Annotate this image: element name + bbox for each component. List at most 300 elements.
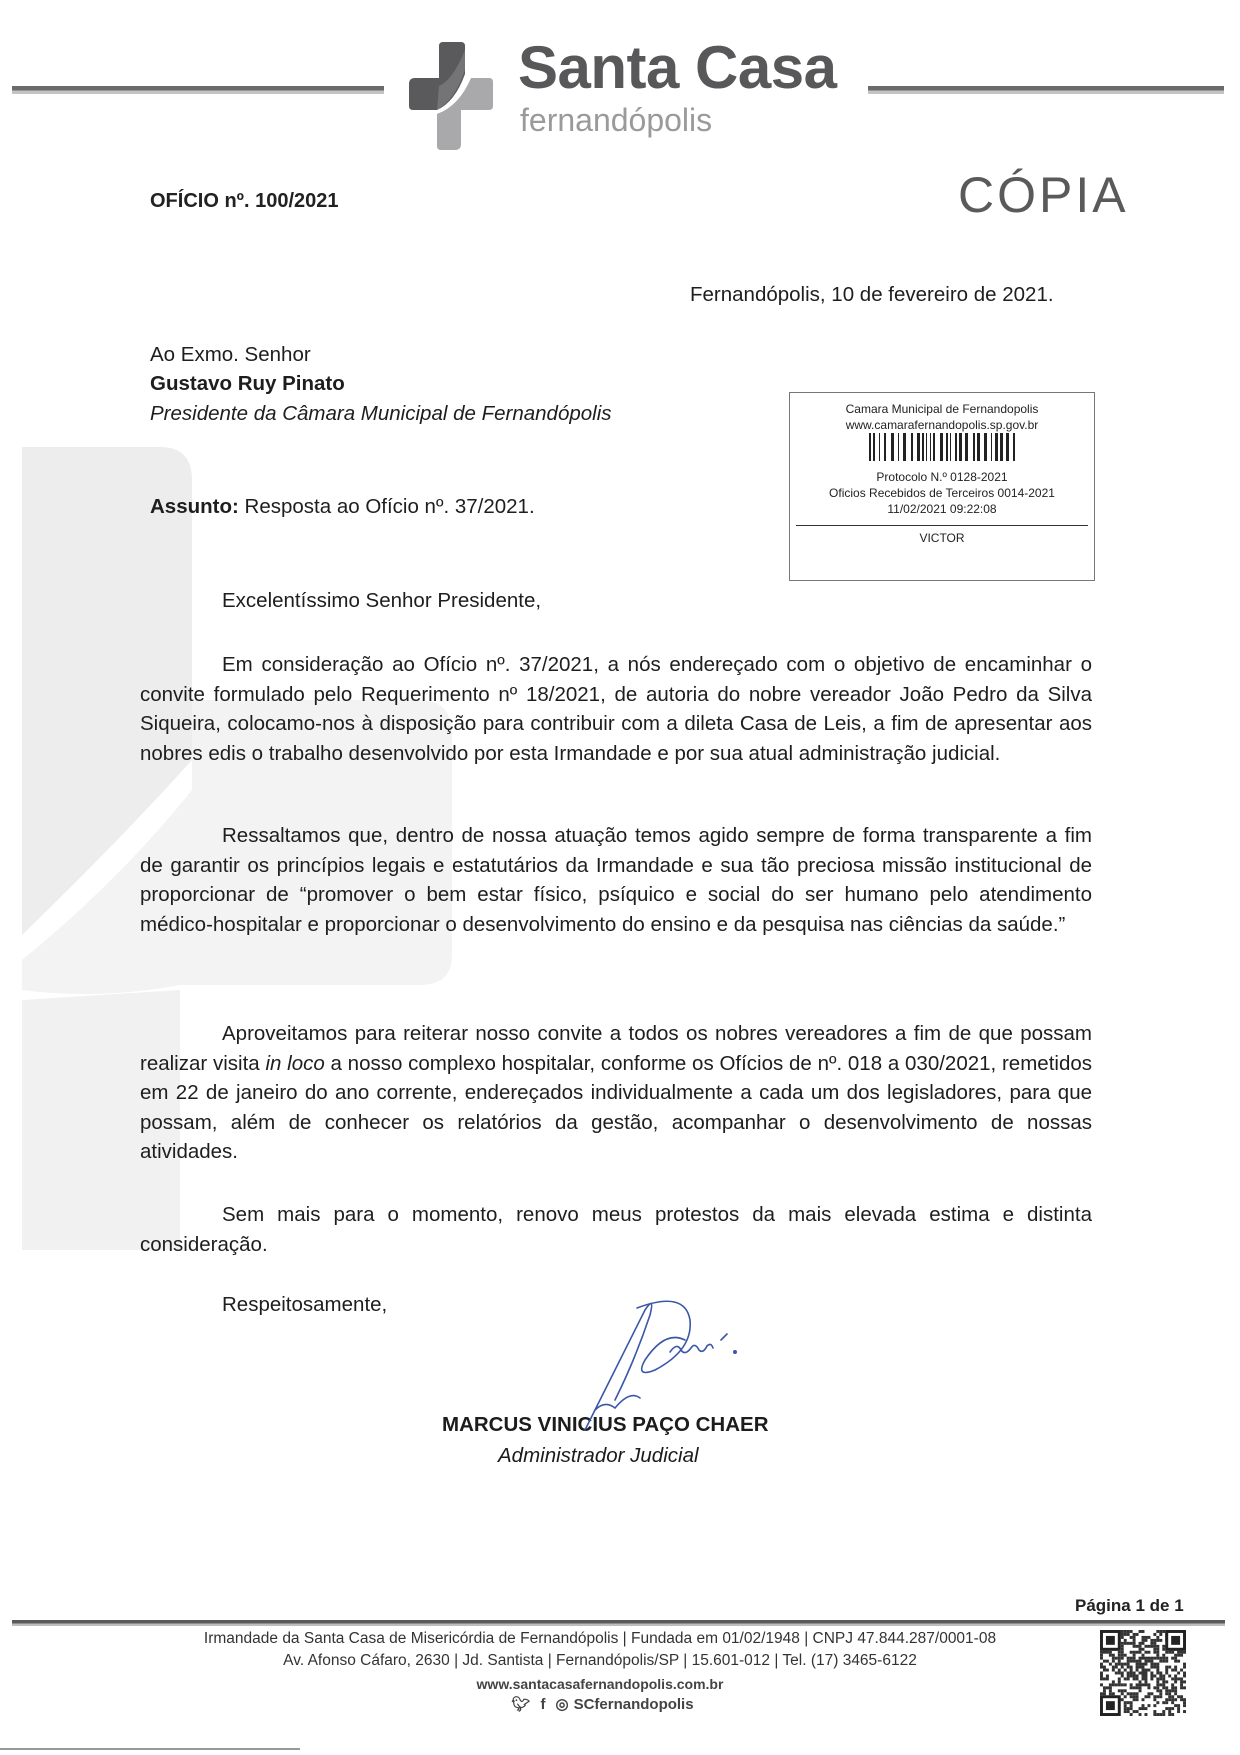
barcode-bar (879, 433, 880, 461)
qr-module (1144, 1669, 1147, 1672)
qr-module (1147, 1695, 1150, 1698)
qr-module (1130, 1636, 1133, 1639)
qr-module (1136, 1695, 1139, 1698)
qr-module (1153, 1674, 1156, 1677)
qr-module (1162, 1660, 1165, 1663)
stamp-received-by: VICTOR (919, 531, 965, 545)
qr-module (1106, 1660, 1109, 1663)
qr-module (1115, 1683, 1118, 1686)
qr-module (1147, 1636, 1150, 1639)
qr-module (1115, 1663, 1118, 1666)
qr-module (1147, 1657, 1150, 1660)
qr-module (1156, 1651, 1159, 1654)
qr-module (1136, 1633, 1139, 1636)
qr-module (1139, 1680, 1142, 1683)
qr-module (1103, 1651, 1106, 1654)
qr-module (1130, 1630, 1133, 1633)
footer-rule (12, 1620, 1225, 1626)
qr-module (1103, 1692, 1106, 1695)
qr-module (1133, 1645, 1136, 1648)
qr-module (1174, 1657, 1177, 1660)
qr-module (1130, 1651, 1133, 1654)
footer-website: www.santacasafernandopolis.com.br (476, 1676, 724, 1692)
qr-module (1142, 1669, 1145, 1672)
qr-module (1109, 1692, 1112, 1695)
body-paragraph (140, 1200, 1092, 1259)
qr-module (1144, 1645, 1147, 1648)
qr-module (1124, 1689, 1127, 1692)
qr-module (1142, 1707, 1145, 1710)
qr-module (1112, 1657, 1115, 1660)
qr-module (1156, 1669, 1159, 1672)
qr-module (1171, 1707, 1174, 1710)
qr-module (1130, 1657, 1133, 1660)
qr-module (1156, 1701, 1159, 1704)
qr-module (1156, 1680, 1159, 1683)
qr-module (1133, 1695, 1136, 1698)
qr-module (1100, 1677, 1103, 1680)
qr-module (1124, 1677, 1127, 1680)
subject-line (150, 492, 535, 522)
qr-module (1118, 1657, 1121, 1660)
qr-module (1162, 1654, 1165, 1657)
qr-module (1142, 1663, 1145, 1666)
qr-module (1153, 1695, 1156, 1698)
qr-code-icon (1100, 1630, 1186, 1716)
qr-module (1174, 1686, 1177, 1689)
qr-module (1177, 1651, 1180, 1654)
qr-module (1156, 1689, 1159, 1692)
qr-module (1153, 1666, 1156, 1669)
qr-module (1183, 1701, 1186, 1704)
qr-module (1168, 1710, 1171, 1713)
qr-module (1139, 1686, 1142, 1689)
facebook-icon: f (540, 1696, 546, 1713)
qr-module (1124, 1710, 1127, 1713)
qr-module (1118, 1651, 1121, 1654)
qr-module (1100, 1672, 1103, 1675)
qr-module (1183, 1698, 1186, 1701)
subject-text: Resposta ao Ofício nº. 37/2021. (238, 495, 535, 518)
qr-module (1118, 1672, 1121, 1675)
qr-module (1130, 1692, 1133, 1695)
qr-module (1106, 1677, 1109, 1680)
paragraph-text: Ressaltamos que, dentro de nossa atuação temos agido sempre de forma transparente a fim de garantir os princípios legais e estatutários da Irmandade e sua tão preciosa missão institucional de proporcionar de “promover o bem estar físico, psíquico e social do ser humano pelo atendimento médico-hospitalar e proporcionar o desenvolvimento do ensino e da pesquisa nas ciências da saúde.” (140, 824, 1092, 936)
qr-module (1171, 1636, 1180, 1645)
qr-module (1127, 1633, 1130, 1636)
qr-module (1147, 1669, 1150, 1672)
qr-module (1130, 1704, 1133, 1707)
qr-module (1150, 1666, 1153, 1669)
qr-module (1159, 1689, 1162, 1692)
qr-module (1133, 1674, 1136, 1677)
barcode-bar (959, 433, 962, 461)
qr-module (1112, 1654, 1115, 1657)
qr-module (1118, 1654, 1121, 1657)
qr-module (1133, 1698, 1136, 1701)
qr-module (1139, 1648, 1142, 1651)
qr-module (1100, 1663, 1103, 1666)
qr-module (1142, 1698, 1145, 1701)
qr-module (1139, 1683, 1142, 1686)
barcode-bar (1000, 433, 1003, 461)
qr-module (1180, 1669, 1183, 1672)
qr-module (1174, 1666, 1177, 1669)
qr-module (1127, 1642, 1130, 1645)
qr-module (1165, 1689, 1168, 1692)
qr-module (1162, 1645, 1165, 1648)
qr-module (1180, 1686, 1183, 1689)
twitter-icon: 🐦︎ (511, 1696, 531, 1713)
qr-module (1183, 1666, 1186, 1669)
qr-module (1165, 1651, 1168, 1654)
qr-module (1177, 1660, 1180, 1663)
qr-module (1165, 1707, 1168, 1710)
qr-module (1139, 1689, 1142, 1692)
qr-module (1165, 1669, 1168, 1672)
social-handle: SCfernandopolis (573, 1696, 694, 1713)
barcode-bar (977, 433, 980, 461)
qr-module (1162, 1680, 1165, 1683)
paragraph-text: Sem mais para o momento, renovo meus protestos da mais elevada estima e distinta consideração. (140, 1203, 1092, 1256)
protocol-stamp (789, 392, 1095, 581)
qr-module (1165, 1666, 1168, 1669)
qr-module (1121, 1666, 1124, 1669)
qr-module (1127, 1710, 1130, 1713)
qr-module (1115, 1672, 1118, 1675)
qr-module (1106, 1701, 1115, 1710)
body-paragraph (140, 1019, 1092, 1167)
qr-module (1150, 1672, 1153, 1675)
paragraph-text: a nosso complexo hospitalar, conforme os Ofícios de nº. 018 a 030/2021, remetidos em 22 de janeiro do ano corrente, endereçados individualmente a cada um dos legisladores, para que possam, além de conhecer os relatórios da gestão, acompanhar o desenvolvimento de nossas atividades. (140, 1051, 1092, 1163)
qr-module (1156, 1648, 1159, 1651)
qr-module (1156, 1713, 1159, 1716)
qr-module (1147, 1651, 1150, 1654)
qr-module (1118, 1683, 1121, 1686)
qr-module (1106, 1686, 1109, 1689)
closing: Respeitosamente, (222, 1293, 388, 1316)
qr-module (1153, 1698, 1156, 1701)
footer-social (150, 1694, 1050, 1716)
qr-module (1171, 1677, 1174, 1680)
qr-module (1121, 1651, 1124, 1654)
qr-module (1136, 1677, 1139, 1680)
qr-module (1177, 1710, 1180, 1713)
qr-module (1180, 1654, 1183, 1657)
qr-module (1142, 1630, 1145, 1633)
qr-module (1139, 1660, 1142, 1663)
qr-module (1133, 1654, 1136, 1657)
qr-module (1147, 1692, 1150, 1695)
qr-module (1159, 1674, 1162, 1677)
qr-module (1139, 1651, 1142, 1654)
qr-module (1133, 1651, 1136, 1654)
qr-module (1139, 1657, 1142, 1660)
qr-module (1150, 1674, 1153, 1677)
qr-module (1162, 1674, 1165, 1677)
qr-module (1177, 1677, 1180, 1680)
qr-module (1174, 1674, 1177, 1677)
qr-module (1130, 1642, 1133, 1645)
qr-module (1159, 1630, 1162, 1633)
qr-module (1118, 1689, 1121, 1692)
qr-module (1147, 1645, 1150, 1648)
barcode-bar (1006, 433, 1009, 461)
barcode-bar (973, 433, 975, 461)
qr-module (1130, 1713, 1133, 1716)
qr-module (1150, 1663, 1153, 1666)
qr-module (1162, 1657, 1165, 1660)
qr-module (1165, 1660, 1168, 1663)
qr-module (1121, 1698, 1124, 1701)
qr-module (1133, 1710, 1136, 1713)
barcode-bar (933, 433, 935, 461)
qr-module (1127, 1707, 1130, 1710)
barcode-bar (991, 433, 992, 461)
qr-module (1183, 1680, 1186, 1683)
qr-module (1183, 1704, 1186, 1707)
qr-module (1144, 1677, 1147, 1680)
barcode-bar (946, 433, 948, 461)
qr-module (1139, 1630, 1142, 1633)
qr-module (1153, 1645, 1156, 1648)
stamp-website: www.camarafernandopolis.sp.gov.br (845, 418, 1039, 432)
qr-module (1103, 1686, 1106, 1689)
barcode-bar (984, 433, 987, 461)
qr-module (1171, 1651, 1174, 1654)
qr-module (1109, 1683, 1112, 1686)
addressee-salutation: Ao Exmo. Senhor (150, 343, 311, 366)
qr-module (1183, 1686, 1186, 1689)
qr-module (1130, 1683, 1133, 1686)
qr-module (1121, 1657, 1124, 1660)
qr-module (1168, 1692, 1171, 1695)
addressee-name: Gustavo Ruy Pinato (150, 372, 345, 395)
barcode-bar (873, 433, 875, 461)
qr-module (1159, 1683, 1162, 1686)
qr-module (1142, 1672, 1145, 1675)
qr-module (1124, 1695, 1127, 1698)
qr-module (1130, 1666, 1133, 1669)
qr-module (1153, 1642, 1156, 1645)
qr-module (1156, 1636, 1159, 1639)
stamp-timestamp: 11/02/2021 09:22:08 (887, 502, 997, 516)
qr-module (1159, 1660, 1162, 1663)
qr-module (1130, 1701, 1133, 1704)
qr-module (1144, 1663, 1147, 1666)
qr-module (1147, 1683, 1150, 1686)
qr-module (1142, 1704, 1145, 1707)
qr-module (1136, 1683, 1139, 1686)
header-rule-right (868, 86, 1224, 94)
qr-module (1180, 1651, 1183, 1654)
qr-module (1183, 1663, 1186, 1666)
qr-module (1133, 1633, 1136, 1636)
qr-module (1121, 1689, 1124, 1692)
qr-module (1133, 1692, 1136, 1695)
qr-module (1144, 1657, 1147, 1660)
qr-module (1124, 1663, 1127, 1666)
qr-module (1112, 1666, 1115, 1669)
qr-module (1127, 1660, 1130, 1663)
qr-module (1171, 1657, 1174, 1660)
qr-module (1136, 1692, 1139, 1695)
qr-module (1162, 1713, 1165, 1716)
logo-title: Santa Casa (518, 34, 837, 101)
qr-module (1142, 1636, 1145, 1639)
qr-module (1112, 1680, 1115, 1683)
body-paragraph (140, 821, 1092, 939)
qr-module (1168, 1713, 1171, 1716)
qr-module (1156, 1657, 1159, 1660)
barcode-bar (922, 433, 924, 461)
qr-module (1121, 1645, 1124, 1648)
qr-module (1112, 1669, 1115, 1672)
logo-subtitle: fernandópolis (520, 102, 713, 138)
qr-module (1136, 1666, 1139, 1669)
qr-module (1171, 1698, 1174, 1701)
qr-module (1156, 1672, 1159, 1675)
stamp-protocol-number: Protocolo N.º 0128-2021 (876, 470, 1008, 484)
qr-module (1139, 1642, 1142, 1645)
qr-module (1127, 1666, 1130, 1669)
qr-module (1121, 1636, 1124, 1639)
qr-module (1139, 1663, 1142, 1666)
qr-module (1171, 1689, 1174, 1692)
instagram-icon: ◎ (555, 1696, 569, 1713)
qr-module (1153, 1713, 1156, 1716)
paragraph-italic-text: in loco (265, 1051, 325, 1075)
qr-module (1174, 1692, 1177, 1695)
qr-module (1177, 1672, 1180, 1675)
qr-module (1159, 1672, 1162, 1675)
qr-module (1136, 1651, 1139, 1654)
qr-module (1133, 1677, 1136, 1680)
qr-module (1103, 1669, 1106, 1672)
qr-module (1153, 1648, 1156, 1651)
qr-module (1159, 1713, 1162, 1716)
qr-module (1130, 1695, 1133, 1698)
qr-module (1112, 1660, 1115, 1663)
qr-module (1142, 1654, 1145, 1657)
qr-module (1139, 1707, 1142, 1710)
qr-module (1171, 1713, 1174, 1716)
header-rule-left (12, 86, 384, 94)
qr-module (1174, 1677, 1177, 1680)
qr-module (1136, 1674, 1139, 1677)
qr-module (1109, 1651, 1112, 1654)
qr-module (1133, 1636, 1136, 1639)
qr-module (1150, 1645, 1153, 1648)
qr-module (1150, 1660, 1153, 1663)
qr-module (1153, 1639, 1156, 1642)
stamp-institution: Camara Municipal de Fernandopolis (845, 402, 1039, 416)
qr-module (1150, 1639, 1153, 1642)
qr-module (1136, 1645, 1139, 1648)
qr-module (1162, 1630, 1165, 1633)
qr-module (1180, 1683, 1183, 1686)
barcode-bar (884, 433, 886, 461)
qr-module (1139, 1672, 1142, 1675)
qr-module (1144, 1707, 1147, 1710)
qr-module (1144, 1639, 1147, 1642)
qr-module (1130, 1674, 1133, 1677)
qr-module (1118, 1669, 1121, 1672)
qr-module (1174, 1680, 1177, 1683)
qr-module (1100, 1683, 1103, 1686)
qr-module (1121, 1674, 1124, 1677)
barcode-bar (995, 433, 998, 461)
qr-module (1100, 1666, 1103, 1669)
qr-module (1168, 1651, 1171, 1654)
qr-module (1183, 1710, 1186, 1713)
qr-module (1133, 1639, 1136, 1642)
qr-module (1133, 1642, 1136, 1645)
qr-module (1159, 1677, 1162, 1680)
qr-module (1156, 1686, 1159, 1689)
qr-module (1156, 1639, 1159, 1642)
barcode-bar (917, 433, 920, 461)
qr-module (1144, 1674, 1147, 1677)
qr-module (1142, 1683, 1145, 1686)
barcode-bar (950, 433, 951, 461)
qr-module (1127, 1657, 1130, 1660)
barcode-bar (869, 433, 871, 461)
qr-module (1168, 1698, 1171, 1701)
qr-module (1144, 1660, 1147, 1663)
qr-module (1162, 1710, 1165, 1713)
qr-module (1159, 1639, 1162, 1642)
qr-module (1168, 1689, 1171, 1692)
qr-module (1121, 1633, 1124, 1636)
qr-module (1174, 1689, 1177, 1692)
greeting: Excelentíssimo Senhor Presidente, (222, 589, 542, 612)
qr-module (1136, 1663, 1139, 1666)
qr-module (1115, 1666, 1118, 1669)
qr-module (1130, 1686, 1133, 1689)
qr-module (1144, 1680, 1147, 1683)
qr-module (1156, 1666, 1159, 1669)
qr-module (1130, 1660, 1133, 1663)
qr-module (1174, 1669, 1177, 1672)
qr-module (1171, 1669, 1174, 1672)
qr-module (1103, 1689, 1106, 1692)
qr-module (1156, 1677, 1159, 1680)
qr-module (1144, 1695, 1147, 1698)
qr-module (1174, 1698, 1177, 1701)
qr-module (1118, 1663, 1121, 1666)
qr-module (1165, 1692, 1168, 1695)
qr-module (1144, 1713, 1147, 1716)
qr-module (1162, 1648, 1165, 1651)
qr-module (1121, 1692, 1124, 1695)
qr-module (1142, 1677, 1145, 1680)
qr-module (1100, 1654, 1103, 1657)
barcode-bar (903, 433, 906, 461)
qr-module (1180, 1680, 1183, 1683)
qr-module (1124, 1639, 1127, 1642)
qr-module (1162, 1701, 1165, 1704)
qr-module (1127, 1701, 1130, 1704)
qr-module (1156, 1645, 1159, 1648)
qr-module (1156, 1630, 1159, 1633)
handwritten-signature (575, 1290, 795, 1440)
qr-module (1118, 1680, 1121, 1683)
qr-module (1150, 1642, 1153, 1645)
qr-module (1103, 1677, 1106, 1680)
qr-module (1144, 1651, 1147, 1654)
qr-module (1124, 1654, 1127, 1657)
